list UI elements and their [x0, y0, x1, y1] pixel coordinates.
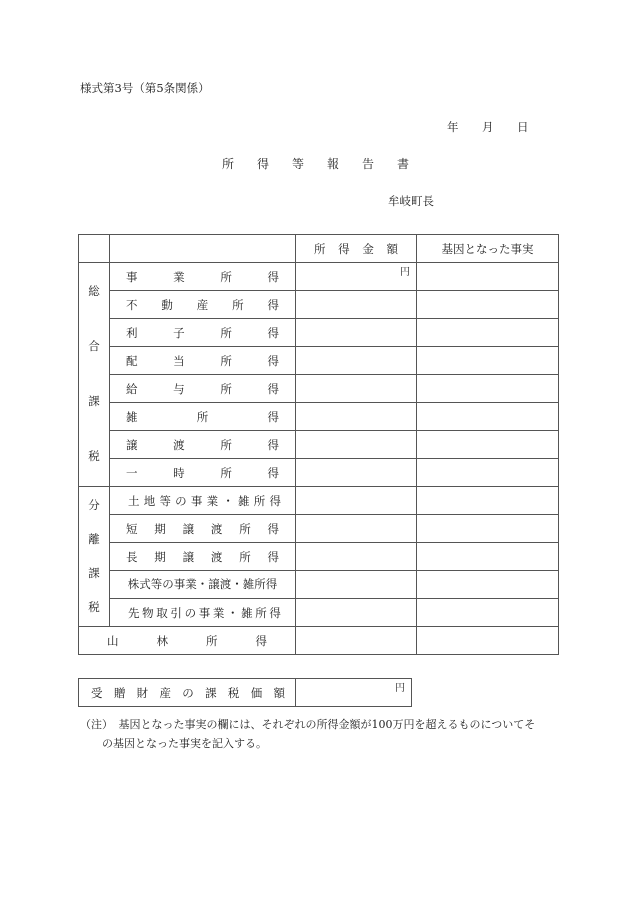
basis-input[interactable]: [417, 375, 559, 403]
amount-input[interactable]: [296, 403, 417, 431]
row-label-salary: 給 与 所 得: [110, 375, 296, 403]
header-blank-cell: [79, 235, 110, 263]
title-char: 告: [362, 157, 375, 171]
footnote-line-1: （注） 基因となった事実の欄には、それぞれの所得金額が100万円を超えるものについてそ: [80, 718, 536, 731]
amount-input[interactable]: [296, 375, 417, 403]
table-row: [79, 263, 559, 291]
table-row: [79, 571, 559, 599]
amount-input[interactable]: [296, 319, 417, 347]
basis-input[interactable]: [417, 403, 559, 431]
amount-input[interactable]: [296, 431, 417, 459]
row-label-long-term-transfer: 長 期 譲 渡 所 得: [110, 543, 296, 571]
table-row: [79, 487, 559, 515]
date-day-label: 日: [517, 120, 529, 134]
date-year-label: 年: [447, 120, 459, 134]
group-label-comprehensive: 総 合 課 税: [79, 263, 110, 487]
form-number: 様式第3号（第5条関係）: [80, 81, 210, 95]
footnote-line-2: の基因となった事実を記入する。: [102, 737, 267, 750]
table-row: [79, 599, 559, 627]
row-label-short-term-transfer: 短 期 譲 渡 所 得: [110, 515, 296, 543]
basis-input[interactable]: [417, 543, 559, 571]
basis-input[interactable]: [417, 571, 559, 599]
table-row: [79, 459, 559, 487]
basis-input[interactable]: [417, 263, 559, 291]
table-row: [79, 375, 559, 403]
table-row: [79, 627, 559, 655]
row-label-occasional: 一 時 所 得: [110, 459, 296, 487]
column-header-basis: 基因となった事実: [417, 235, 559, 263]
table-row: [79, 431, 559, 459]
amount-input[interactable]: [296, 627, 417, 655]
basis-input[interactable]: [417, 431, 559, 459]
header-blank-cell: [110, 235, 296, 263]
gift-amount-input[interactable]: 円: [296, 679, 412, 707]
basis-input[interactable]: [417, 627, 559, 655]
row-label-land-business: 土 地 等 の 事 業 ・ 雑 所 得: [110, 487, 296, 515]
addressee: 牟岐町長: [388, 194, 434, 208]
row-label-transfer: 譲 渡 所 得: [110, 431, 296, 459]
title-char: 所: [222, 157, 235, 171]
row-label-dividend: 配 当 所 得: [110, 347, 296, 375]
table-row: [79, 679, 412, 707]
basis-input[interactable]: [417, 487, 559, 515]
column-header-amount: 所 得 金 額: [296, 235, 417, 263]
title-char: 等: [292, 157, 305, 171]
gift-property-table: [78, 678, 412, 707]
table-row: [79, 403, 559, 431]
row-label-business: 事 業 所 得: [110, 263, 296, 291]
row-label-miscellaneous: 雑 所 得: [110, 403, 296, 431]
amount-input[interactable]: 円: [296, 263, 417, 291]
row-label-interest: 利 子 所 得: [110, 319, 296, 347]
group-label-separate: 分 離 課 税: [79, 487, 110, 627]
basis-input[interactable]: [417, 459, 559, 487]
amount-input[interactable]: [296, 459, 417, 487]
amount-input[interactable]: [296, 291, 417, 319]
amount-input[interactable]: [296, 599, 417, 627]
table-row: [79, 319, 559, 347]
amount-input[interactable]: [296, 347, 417, 375]
row-label-stocks: 株式等の事業・譲渡・雑所得: [110, 571, 296, 599]
row-label-futures: 先 物 取 引 の 事 業 ・ 雑 所 得: [110, 599, 296, 627]
basis-input[interactable]: [417, 291, 559, 319]
date-month-label: 月: [482, 120, 494, 134]
table-row: [79, 291, 559, 319]
title-char: 得: [257, 157, 270, 171]
table-header-row: [79, 235, 559, 263]
row-label-forestry: 山 林 所 得: [79, 627, 296, 655]
amount-input[interactable]: [296, 515, 417, 543]
title-char: 書: [397, 157, 410, 171]
amount-input[interactable]: [296, 487, 417, 515]
table-row: [79, 347, 559, 375]
income-report-table: [78, 234, 559, 655]
table-row: [79, 543, 559, 571]
table-row: [79, 515, 559, 543]
amount-input[interactable]: [296, 543, 417, 571]
basis-input[interactable]: [417, 319, 559, 347]
basis-input[interactable]: [417, 599, 559, 627]
footnote: [80, 715, 560, 753]
gift-property-label: 受 贈 財 産 の 課 税 価 額: [79, 679, 296, 707]
basis-input[interactable]: [417, 515, 559, 543]
amount-input[interactable]: [296, 571, 417, 599]
row-label-real-estate: 不 動 産 所 得: [110, 291, 296, 319]
basis-input[interactable]: [417, 347, 559, 375]
title-char: 報: [327, 157, 340, 171]
